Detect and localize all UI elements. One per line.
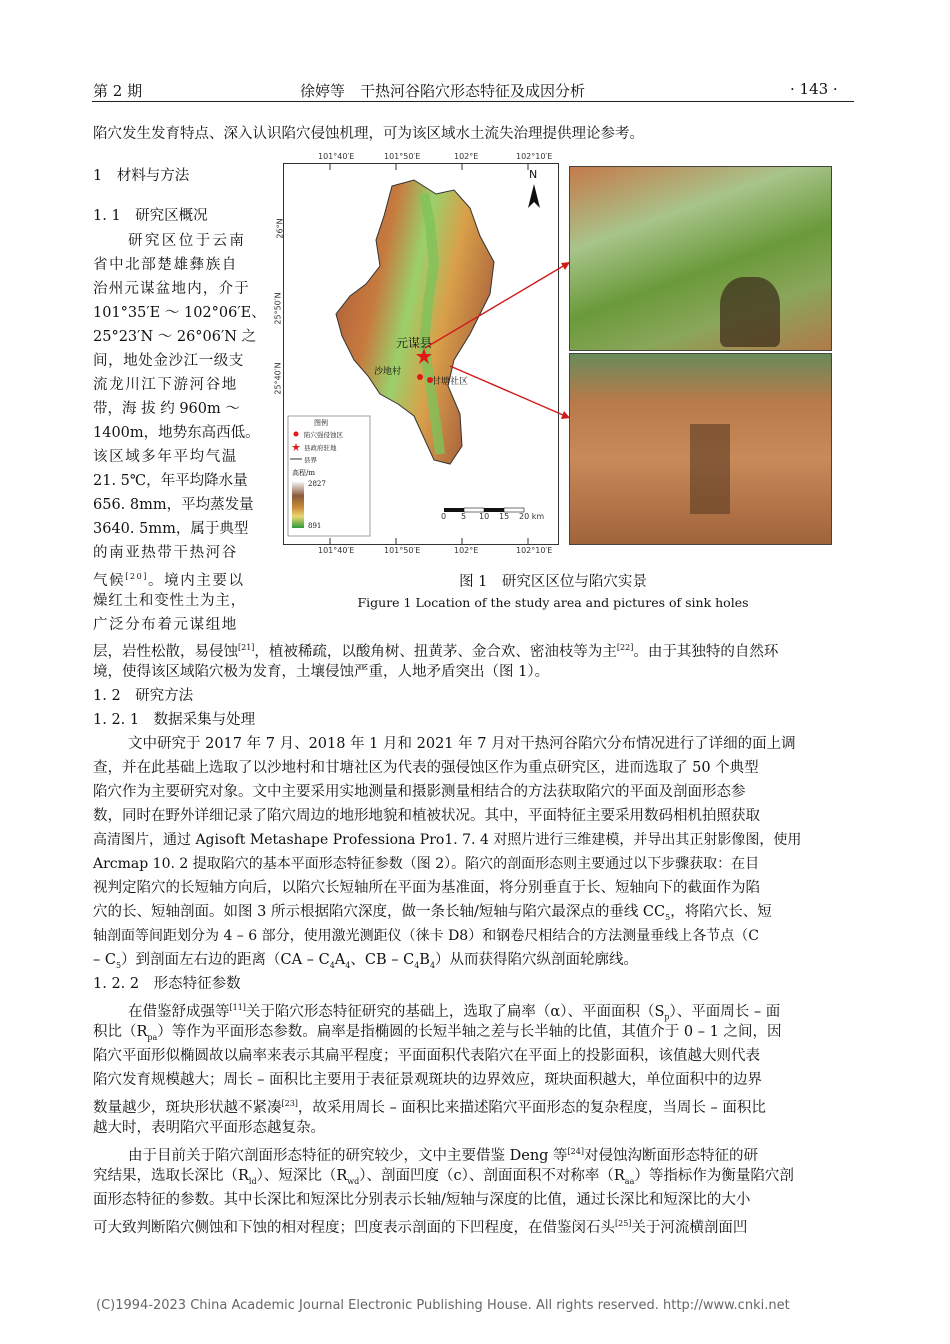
text-line: 视判定陷穴的长短轴方向后，以陷穴长短轴所在平面为基准面，将分别垂直于长、短轴向下的截面作为陷 <box>93 880 760 896</box>
elevation-min: 891 <box>308 522 322 530</box>
pointer-arrows <box>420 250 580 430</box>
text-line: 研究区位于云南 <box>128 233 247 249</box>
text-line: 3640. 5mm，属于典型 <box>93 521 249 537</box>
text-line: 数量越少，斑块形状越不紧凑[23]，故采用周长 – 面积比来描述陷穴平面形态的复杂程度，当周长 – 面积比 <box>93 1099 766 1116</box>
legend-item: 县政府驻地 <box>304 444 337 452</box>
text-line: 数，同时在野外详细记录了陷穴周边的地形地貌和植被状况。其中，平面特征主要采用数码相机拍照获取 <box>93 808 760 824</box>
subsection-heading: 1. 1 研究区概况 <box>93 208 208 224</box>
lon-label: 102°E <box>454 152 479 161</box>
text-line: 积比$(R_{pa})$等作为平面形态参数。扁率是指椭圆的长短半轴之差与长半轴的比值，其值介于 0 – 1 之间，因 <box>93 1024 782 1042</box>
legend-item: 陷穴强侵蚀区 <box>304 431 343 439</box>
lat-label: 25°50′N <box>273 292 283 325</box>
text-line: 轴剖面等间距划分为 4 – 6 部分，使用激光测距仪（徕卡 D8）和钢卷尺相结合的方法测量垂线上各节点（C <box>93 928 759 944</box>
text-line: 燥红土和变性土为主， <box>93 593 246 609</box>
scale-tick: 20 km <box>519 512 545 521</box>
north-label: N <box>529 168 538 181</box>
scale-tick: 15 <box>499 512 510 521</box>
text-line: 陷穴发育规模越大；周长 – 面积比主要用于表征景观斑块的边界效应，斑块面积越大，单位面积中的边界 <box>93 1072 762 1088</box>
text-line: 间，地处金沙江一级支 <box>93 353 244 369</box>
text-line: – $C_5$）到剖面左右边的距离（$CA - C_4A_4$、CB – $C_4B_4$）从而获得陷穴纵剖面轮廓线。 <box>93 952 639 970</box>
text-line: 陷穴发生发育特点、深入认识陷穴侵蚀机理，可为该区域水土流失治理提供理论参考。 <box>93 126 644 142</box>
north-arrow-icon <box>528 184 540 208</box>
citation[interactable]: [25] <box>615 1219 632 1228</box>
text-line: 文中研究于 2017 年 7 月、2018 年 1 月和 2021 年 7 月对干热河谷陷穴分布情况进行了详细的面上调 <box>128 736 796 752</box>
elevation-label: 高程/m <box>292 469 315 477</box>
village-label: 甘塘社区 <box>432 377 469 387</box>
sinkhole-photo <box>569 353 832 545</box>
village-label: 沙地村 <box>374 367 402 377</box>
sinkhole-shadow <box>690 424 730 514</box>
text-line: 气候[20]。境内主要以 <box>93 572 245 589</box>
subsection-heading: 1. 2. 2 形态特征参数 <box>93 976 241 992</box>
text-line: 究结果，选取长深比$(R_{ld})$、短深比$(R_{wd})$、剖面凹度（c）、剖面面积不对称率$(R_{aa})$等指标作为衡量陷穴剖 <box>93 1168 794 1186</box>
section-heading: 1 材料与方法 <box>93 168 190 184</box>
citation[interactable]: [11] <box>229 1003 246 1012</box>
lon-label: 102°10′E <box>516 152 553 161</box>
figure-caption-en: Figure 1 Location of the study area and pictures of sink holes <box>357 595 749 610</box>
text-line: Arcmap 10. 2 提取陷穴的基本平面形态特征参数（图 2）。陷穴的剖面形态则主要通过以下步骤获取：在目 <box>93 856 760 872</box>
scale-tick: 5 <box>461 512 467 521</box>
text-line: 可大致判断陷穴侧蚀和下蚀的相对程度；凹度表示剖面的下凹程度，在借鉴闵石头[25]关于河流横剖面凹 <box>93 1219 748 1236</box>
text-line: 越大时，表明陷穴平面形态越复杂。 <box>93 1120 325 1136</box>
citation[interactable]: [24] <box>567 1147 584 1156</box>
text-line: 101°35′E ～ 102°06′E、 <box>93 305 266 321</box>
text-line: 该区域多年平均气温 <box>93 449 238 465</box>
text-line: 境，使得该区域陷穴极为发育，土壤侵蚀严重，人地矛盾突出（图 1）。 <box>93 664 550 680</box>
text-line: 广泛分布着元谋组地 <box>93 617 238 633</box>
text-line: 省中北部楚雄彝族自 <box>93 257 238 273</box>
town-label: 元谋县 <box>396 336 433 350</box>
text-line: 的南亚热带干热河谷 <box>93 545 238 561</box>
figure-caption-cn: 图 1 研究区区位与陷穴实景 <box>459 574 647 590</box>
sinkhole-photo <box>569 166 832 351</box>
scale-tick: 0 <box>441 512 447 521</box>
lon-label: 102°E <box>454 546 479 555</box>
text-line: 穴的长、短轴剖面。如图 3 所示根据陷穴深度，做一条长轴/短轴与陷穴最深点的垂线 $CC_5$，将陷穴长、短 <box>93 904 772 922</box>
header-rule <box>92 101 854 102</box>
text-line: 层，岩性松散，易侵蚀[21]，植被稀疏，以酸角树、扭黄茅、金合欢、密油枝等为主[22]。由于其独特的自然环 <box>93 643 779 660</box>
running-title: 徐婷等 干热河谷陷穴形态特征及成因分析 <box>300 82 586 100</box>
text-line: 656. 8mm，平均蒸发量 <box>93 497 254 513</box>
text-line: 在借鉴舒成强等[11]关于陷穴形态特征研究的基础上，选取了扁率（α）、平面面积$(S_p)$、平面周长 – 面 <box>128 1003 781 1022</box>
text-line: 陷穴作为主要研究对象。文中主要采用实地测量和摄影测量相结合的方法获取陷穴的平面及剖面形态参 <box>93 784 746 800</box>
text-line: 面形态特征的参数。其中长深比和短深比分别表示长轴/短轴与深度的比值，通过长深比和短深比的大小 <box>93 1192 751 1208</box>
legend-title: 图例 <box>314 419 328 427</box>
lat-label: 25°40′N <box>273 362 283 395</box>
text-line: 1400m，地势东高西低。 <box>93 425 260 441</box>
elevation-max: 2827 <box>308 480 326 488</box>
text-line: 25°23′N ～ 26°06′N 之 <box>93 329 257 345</box>
text-line: 由于目前关于陷穴剖面形态特征的研究较少，文中主要借鉴 Deng 等[24]对侵蚀沟断面形态特征的研 <box>128 1147 758 1164</box>
text-line: 带，海 拔 约 960m ～ <box>93 401 240 417</box>
lon-label: 101°50′E <box>384 546 421 555</box>
lon-label: 101°40′E <box>318 152 355 161</box>
text-line: 治州元谋盆地内，介于 <box>93 281 250 297</box>
text-line: 查，并在此基础上选取了以沙地村和甘塘社区为代表的强侵蚀区作为重点研究区，进而选取了 50 个典型 <box>93 760 759 776</box>
citation[interactable]: [22] <box>616 643 634 652</box>
sinkhole-shadow <box>720 277 780 347</box>
page-number: · 143 · <box>790 80 838 98</box>
subsection-heading: 1. 2. 1 数据采集与处理 <box>93 712 256 728</box>
legend-item: 县界 <box>304 456 317 464</box>
subsection-heading: 1. 2 研究方法 <box>93 688 194 704</box>
text-line: 流龙川江下游河谷地 <box>93 377 238 393</box>
text-line: 21. 5℃，年平均降水量 <box>93 473 248 489</box>
text-line: 高清图片，通过 Agisoft Metashape Professiona Pro1. 7. 4 对照片进行三维建模，并导出其正射影像图，使用 <box>93 832 802 848</box>
copyright-footer: (C)1994-2023 China Academic Journal Electronic Publishing House. All rights reserved. http://www.cnki.net <box>96 1298 790 1313</box>
scale-tick: 10 <box>479 512 490 521</box>
citation[interactable]: [23] <box>281 1099 298 1108</box>
lat-label: 26°N <box>275 218 285 239</box>
text-line: 陷穴平面形似椭圆故以扁率来表示其扁平程度；平面面积代表陷穴在平面上的投影面积，该值越大则代表 <box>93 1048 760 1064</box>
citation[interactable]: [20] <box>125 572 149 581</box>
lon-label: 101°40′E <box>318 546 355 555</box>
issue-number: 第 2 期 <box>93 82 143 100</box>
lon-label: 102°10′E <box>516 546 553 555</box>
lon-label: 101°50′E <box>384 152 421 161</box>
citation[interactable]: [21] <box>238 643 255 652</box>
